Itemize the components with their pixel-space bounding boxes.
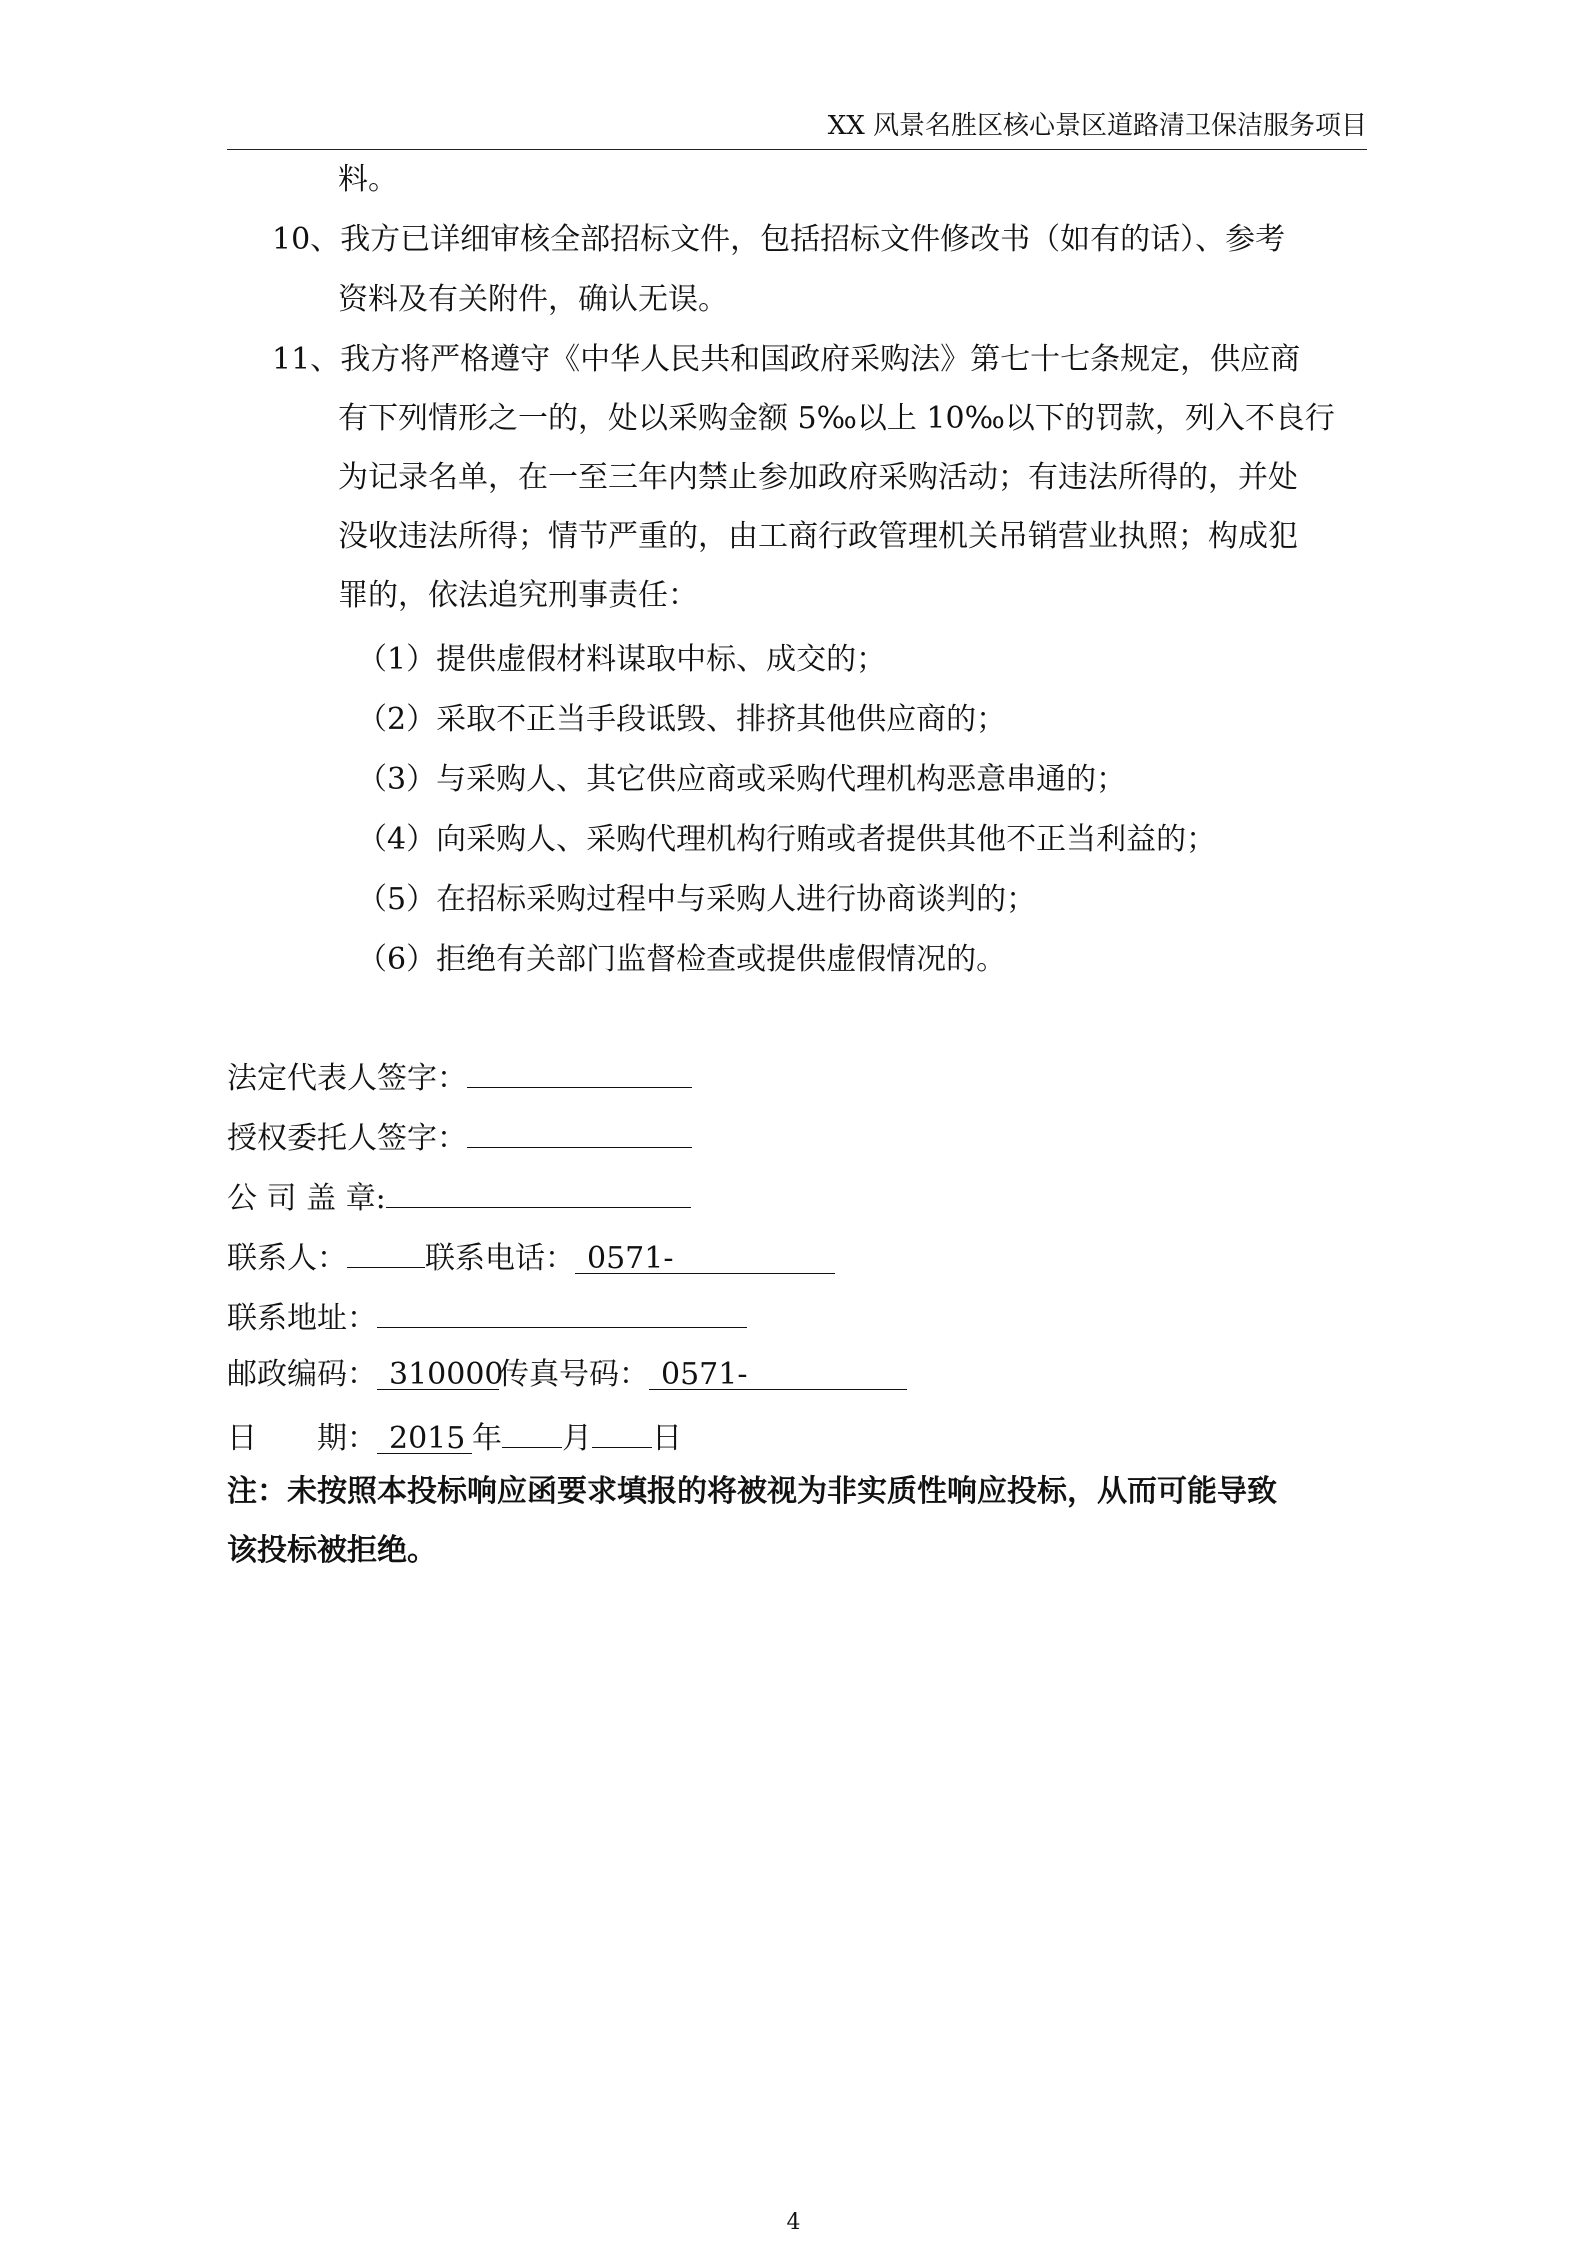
legal-rep-signature-field[interactable] bbox=[467, 1055, 692, 1088]
document-header: XX 风景名胜区核心景区道路清卫保洁服务项目 bbox=[827, 111, 1367, 141]
fax-field[interactable] bbox=[649, 1357, 907, 1390]
contact-person-field[interactable] bbox=[347, 1235, 425, 1268]
item-11-line-2: 有下列情形之一的，处以采购金额 5‰以上 10‰以下的罚款，列入不良行 bbox=[338, 401, 1335, 436]
item-10-number: 10、 bbox=[272, 222, 341, 257]
phone-label: 联系电话： bbox=[425, 1241, 575, 1276]
sub-item-3: （3）与采购人、其它供应商或采购代理机构恶意串通的； bbox=[357, 762, 1127, 797]
year-value: 2015 bbox=[389, 1421, 466, 1456]
company-seal-field[interactable] bbox=[386, 1175, 691, 1208]
sub-item-2: （2）采取不正当手段诋毁、排挤其他供应商的； bbox=[357, 702, 1007, 737]
day-field[interactable] bbox=[592, 1415, 652, 1448]
postcode-field[interactable] bbox=[377, 1357, 504, 1392]
date-label: 日 期： bbox=[227, 1421, 377, 1456]
sub-item-4: （4）向采购人、采购代理机构行贿或者提供其他不正当利益的； bbox=[357, 822, 1217, 857]
item-11-number: 11、 bbox=[272, 342, 341, 377]
item-11-line-4: 没收违法所得；情节严重的，由工商行政管理机关吊销营业执照；构成犯 bbox=[338, 519, 1298, 554]
sub-item-1: （1）提供虚假材料谋取中标、成交的； bbox=[357, 642, 887, 677]
contact-label: 联系人： bbox=[227, 1241, 347, 1276]
authorized-signature-row bbox=[227, 1115, 692, 1159]
sub-item-6: （6）拒绝有关部门监督检查或提供虚假情况的。 bbox=[357, 942, 1007, 977]
item-11-line-5: 罪的，依法追究刑事责任： bbox=[338, 578, 698, 613]
legal-rep-signature-row bbox=[227, 1055, 692, 1099]
postcode-value: 310000 bbox=[389, 1357, 504, 1392]
item-11-line-1 bbox=[272, 340, 1300, 380]
item-11-text-1: 我方将严格遵守《中华人民共和国政府采购法》第七十七条规定，供应商 bbox=[340, 342, 1301, 377]
address-field[interactable] bbox=[377, 1295, 747, 1328]
postcode-label: 邮政编码： bbox=[227, 1357, 377, 1392]
phone-value: 0571- bbox=[587, 1241, 674, 1276]
authorized-signature-field[interactable] bbox=[467, 1115, 692, 1148]
month-unit: 月 bbox=[562, 1421, 592, 1456]
item-10-line-1 bbox=[272, 220, 1285, 260]
sub-item-5: （5）在招标采购过程中与采购人进行协商谈判的； bbox=[357, 882, 1037, 917]
fax-label: 传真号码： bbox=[499, 1357, 649, 1392]
item-11-line-3: 为记录名单，在一至三年内禁止参加政府采购活动；有违法所得的，并处 bbox=[338, 460, 1298, 495]
header-divider bbox=[227, 149, 1367, 150]
year-field[interactable] bbox=[377, 1421, 472, 1454]
year-unit: 年 bbox=[472, 1421, 502, 1456]
seal-label: 公 司 盖 章: bbox=[227, 1181, 386, 1216]
authorized-label: 授权委托人签字： bbox=[227, 1121, 467, 1156]
company-seal-row bbox=[227, 1175, 691, 1219]
phone-field[interactable] bbox=[575, 1241, 835, 1274]
postcode-fax-row bbox=[227, 1355, 907, 1395]
item-10-text-1: 我方已详细审核全部招标文件，包括招标文件修改书（如有的话）、参考 bbox=[340, 222, 1286, 257]
fax-value: 0571- bbox=[661, 1357, 748, 1392]
contact-row bbox=[227, 1235, 835, 1279]
date-row bbox=[227, 1415, 682, 1459]
legal-rep-label: 法定代表人签字： bbox=[227, 1061, 467, 1096]
month-field[interactable] bbox=[502, 1415, 562, 1448]
note-line-1: 注：未按照本投标响应函要求填报的将被视为非实质性响应投标，从而可能导致 bbox=[227, 1474, 1277, 1509]
continuation-text: 料。 bbox=[338, 162, 398, 197]
note-line-2: 该投标被拒绝。 bbox=[227, 1533, 437, 1568]
page-number: 4 bbox=[786, 2210, 801, 2235]
item-10-line-2: 资料及有关附件，确认无误。 bbox=[338, 282, 728, 317]
day-unit: 日 bbox=[652, 1421, 682, 1456]
address-label: 联系地址： bbox=[227, 1301, 377, 1336]
address-row bbox=[227, 1295, 747, 1339]
